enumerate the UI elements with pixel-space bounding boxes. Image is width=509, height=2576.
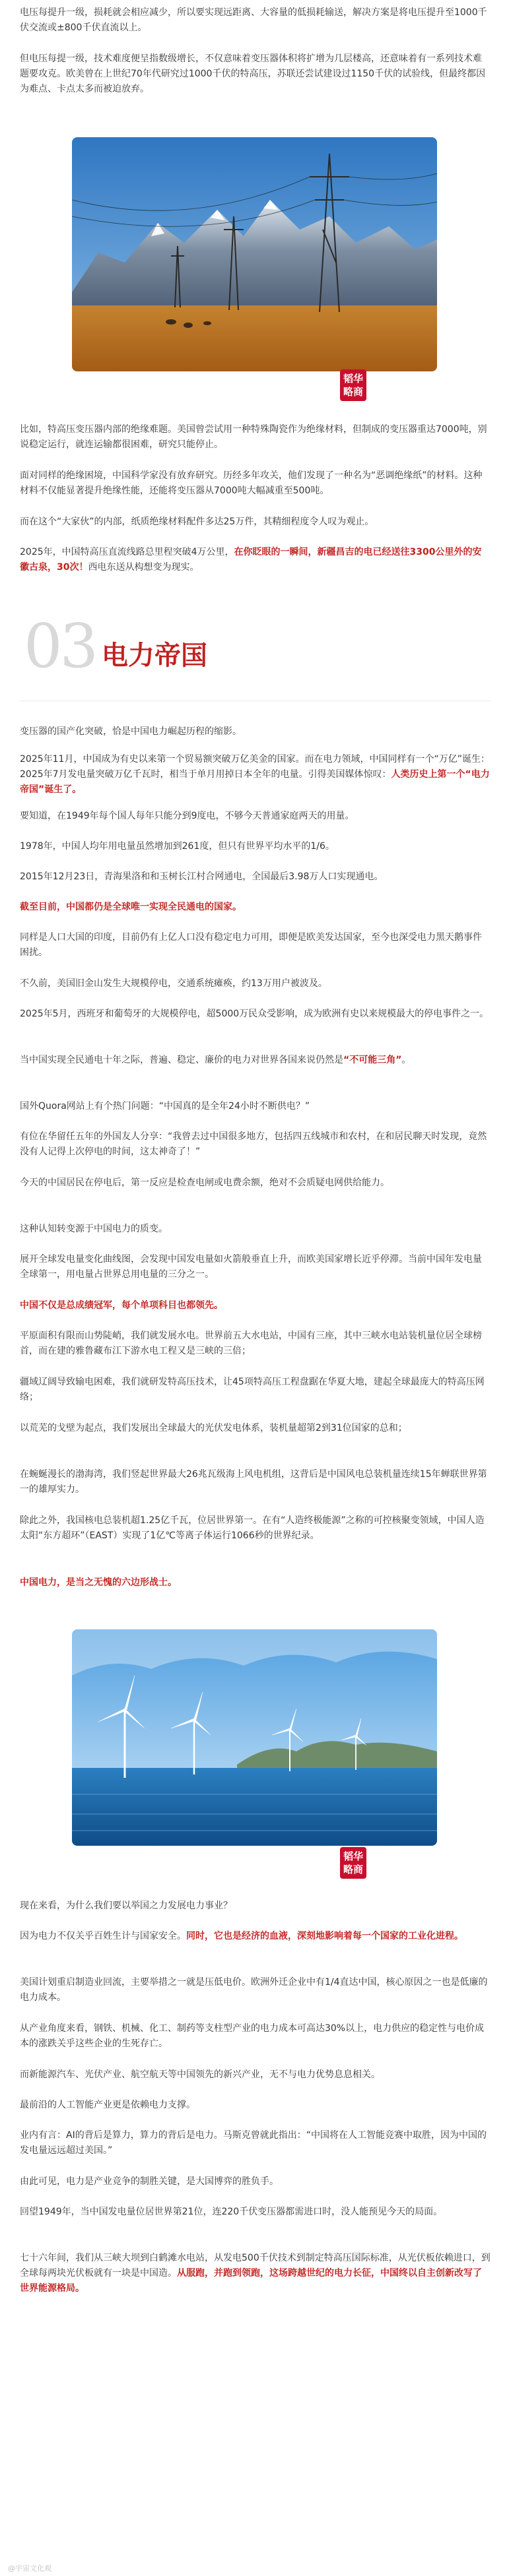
paragraph: 变压器的国产化突破，恰是中国电力崛起历程的缩影。 [20, 726, 242, 737]
paragraph: 而在这个“大家伙”的内部，纸质绝缘材料配件多达25万件，其精细程度令人叹为观止。 [20, 517, 374, 527]
paragraph: 国外Quora网站上有个热门问题：“中国真的是全年24小时不断供电？” [20, 1101, 310, 1112]
paragraph [20, 1053, 491, 1068]
paragraph [20, 545, 491, 575]
brand-badge-line1: 韬华 [343, 1850, 363, 1862]
text-span: 2025年11月，中国成为有史以来第一个贸易额突破万亿美金的国家。而在电力领域，中国同样有一个“万亿”诞生：2025年7月发电量突破万亿千瓦时，相当于单月用掉日本全年的电量。引得美国媒体惊叹： [20, 754, 490, 780]
brand-badge-line2: 略商 [343, 1864, 363, 1875]
paragraph: 但电压每提一级，技术难度便呈指数级增长，不仅意味着变压器体积将扩增为几层楼高，还意味着有一系列技术难题要攻克。欧美曾在上世纪70年代研究过1000千伏的特高压，苏联还尝试建设过1150千伏的试验线，但最终都因为难点、卡点太多而被迫放弃。 [20, 53, 486, 94]
highlight-text: 同时，它也是经济的血液，深刻地影响着每一个国家的工业化进程。 [186, 1931, 463, 1941]
paragraph: 同样是人口大国的印度，目前仍有上亿人口没有稳定电力可用，即便是欧美发达国家，至今也深受电力黑天鹅事件困扰。 [20, 932, 482, 958]
highlight-text: 人类历史上第一个“电力帝国”诞生了。 [20, 769, 490, 795]
paragraph: 疆域辽阔导致输电困难，我们就研发特高压技术，让45项特高压工程盘踞在华夏大地，建起全球最庞大的特高压网络； [20, 1377, 485, 1402]
paragraph: 最前沿的人工智能产业更是依赖电力支撑。 [20, 2100, 195, 2110]
mountain-power-line-photo [72, 137, 437, 371]
photo-graphic [72, 1629, 437, 1846]
paragraph: 2015年12月23日，青海果洛和和玉树长江村合网通电，全国最后3.98万人口实现通电。 [20, 871, 384, 882]
brand-badge-line2: 略商 [343, 386, 363, 398]
paragraph: 由此可见，电力是产业竞争的制胜关键，是大国博弈的胜负手。 [20, 2176, 279, 2187]
paragraph: 有位在华留任五年的外国友人分享：“我曾去过中国很多地方，包括四五线城市和农村，在和居民聊天时发现，竟然没有人记得上次停电的时间，这太神奇了！” [20, 1131, 487, 1157]
text-span: 因为电力不仅关乎百姓生计与国家安全。 [20, 1931, 186, 1941]
paragraph: 展开全球发电量变化曲线图，会发现中国发电量如火箭般垂直上升，而欧美国家增长近乎停滞。当前中国年发电量全球第一，用电量占世界总用电量的三分之一。 [20, 1254, 482, 1280]
paragraph: 面对同样的绝缘困境，中国科学家没有放弃研究。历经多年攻关，他们发现了一种名为“恶调绝缘纸”的材料。这种材料不仅能显著提升绝缘性能，还能将变压器从7000吨大幅减重至500吨。 [20, 470, 483, 496]
highlight-text: 从服跑，并跑到领跑，这场跨越世纪的电力长征，中国终以自主创新改写了世界能源格局。 [20, 2268, 482, 2294]
paragraph [20, 2251, 491, 2296]
paragraph: 除此之外，我国核电总装机超1.25亿千瓦，位居世界第一。在有“人造终极能源”之称的可控核聚变领域，中国人造太阳“东方超环”（EAST）实现了1亿℃等离子体运行1066秒的世界纪录。 [20, 1515, 485, 1541]
text-span: 2025年，中国特高压直流线路总里程突破4万公里， [20, 547, 234, 557]
paragraph: 在蜿蜒漫长的渤海湾，我们竖起世界最大26兆瓦级海上风电机组，这背后是中国风电总装机量连续15年蝉联世界第一的雄厚实力。 [20, 1469, 487, 1495]
paragraph: 以荒芜的戈壁为起点，我们发展出全球最大的光伏发电体系，装机量超第2到31位国家的总和； [20, 1423, 407, 1433]
paragraph: 美国计划重启制造业回流，主要举措之一就是压低电价。欧洲外迁企业中有1/4直达中国，核心原因之一也是低廉的电力成本。 [20, 1977, 488, 2003]
offshore-wind-turbines-photo [72, 1629, 437, 1846]
section-title: 电力帝国 [102, 641, 207, 671]
paragraph: 回望1949年，当中国发电量位居世界第21位，连220千伏变压器都需进口时，没人能预见今天的局面。 [20, 2207, 443, 2217]
paragraph: 2025年5月，西班牙和葡萄牙的大规模停电，超5000万民众受影响，成为欧洲有史以来规模最大的停电事件之一。 [20, 1009, 489, 1019]
paragraph: 要知道，在1949年每个国人每年只能分到9度电，不够今天普通家庭两天的用量。 [20, 811, 355, 821]
paragraph [20, 1929, 491, 1944]
paragraph: 而新能源汽车、光伏产业、航空航天等中国领先的新兴产业，无不与电力优势息息相关。 [20, 2069, 380, 2080]
highlight-text: “不可能三角” [343, 1055, 402, 1065]
text-span: 七十六年间，我们从三峡大坝到白鹤滩水电站，从发电500千伏技术到制定特高压国际标准，从光伏板依赖进口，到全球每两块光伏板就有一块是中国造。 [20, 2253, 491, 2278]
section-heading [20, 611, 491, 681]
paragraph: 业内有言：AI的背后是算力，算力的背后是电力。马斯克曾就此指出：“中国将在人工智能竞赛中取胜，因为中国的发电量远远超过美国。” [20, 2130, 487, 2156]
text-span: 西电东送从构想变为现实。 [88, 562, 199, 573]
paragraph: 现在来看，为什么我们要以举国之力发展电力事业？ [20, 1901, 232, 1911]
text-span: 当中国实现全民通电十年之际，普遍、稳定、廉价的电力对世界各国来说仍然是 [20, 1055, 343, 1065]
watermark: @宇宙文化观 [8, 2564, 51, 2573]
paragraph: 今天的中国居民在停电后，第一反应是检查电闸或电费余额，绝对不会质疑电网供给能力。 [20, 1178, 390, 1188]
paragraph: 从产业角度来看，钢铁、机械、化工、制药等支柱型产业的电力成本可高达30%以上，电力供应的稳定性与电价成本的涨跌关乎这些企业的生死存亡。 [20, 2023, 485, 2049]
paragraph: 平原面积有限而山势陡峭，我们就发展水电。世界前五大水电站，中国有三座，其中三峡水电站装机量位居全球榜首，而在建的雅鲁藏布江下游水电工程又是三峡的三倍； [20, 1331, 482, 1356]
paragraph: 电压每提升一级，损耗就会相应减少，所以要实现远距离、大容量的低损耗输送，解决方案是将电压提升至1000千伏交流或±800千伏直流以上。 [20, 7, 487, 33]
paragraph: 比如，特高压变压器内部的绝缘难题。美国曾尝试用一种特殊陶瓷作为绝缘材料，但制成的变压器重达7000吨，别说稳定运行，就连运输都很困难，研究只能停止。 [20, 424, 487, 450]
paragraph: 不久前，美国旧金山发生大规模停电，交通系统瘫痪，约13万用户被波及。 [20, 978, 327, 989]
photo-graphic [72, 137, 437, 371]
section-number: 03 [24, 611, 96, 681]
paragraph: 这种认知转变源于中国电力的质变。 [20, 1224, 168, 1234]
paragraph: 1978年，中国人均年用电量虽然增加到261度，但只有世界平均水平的1/6。 [20, 841, 335, 852]
highlight-paragraph: 中国不仅是总成绩冠军，每个单项科目也都领先。 [20, 1300, 223, 1311]
brand-badge [340, 369, 366, 401]
highlight-text: 在你眨眼的一瞬间，新疆昌吉的电已经送往3300公里外的安徽古泉，30次！ [20, 547, 482, 573]
text-span: 。 [401, 1055, 411, 1065]
highlight-paragraph: 中国电力，是当之无愧的六边形战士。 [20, 1577, 177, 1588]
brand-badge-line1: 韬华 [343, 373, 363, 385]
highlight-paragraph: 截至目前，中国都仍是全球唯一实现全民通电的国家。 [20, 902, 242, 912]
paragraph [20, 752, 491, 798]
brand-badge [340, 1847, 366, 1879]
